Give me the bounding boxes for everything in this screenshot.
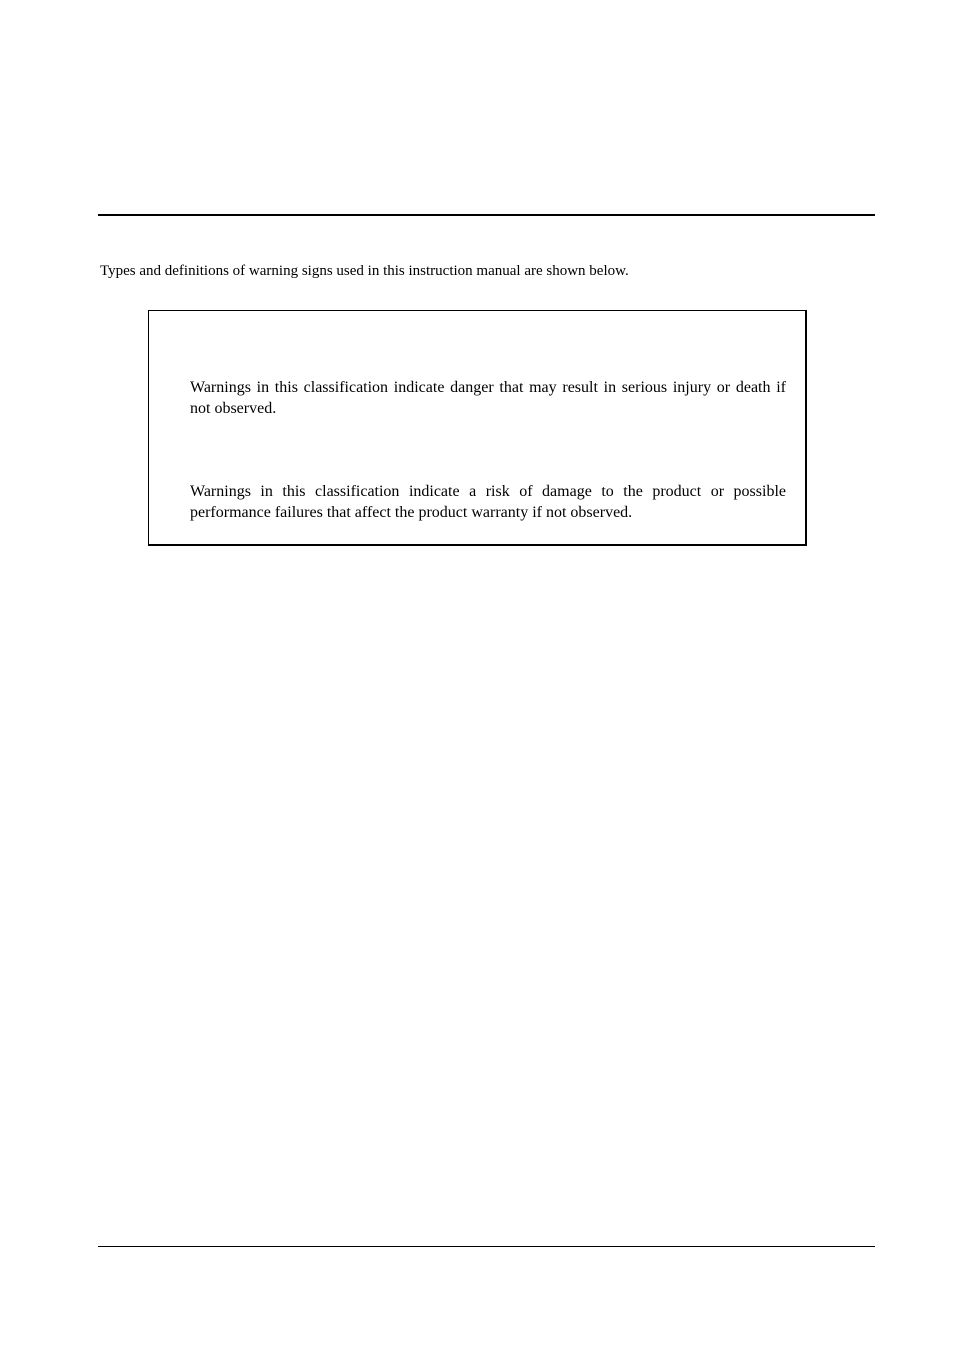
footer-rule	[98, 1246, 875, 1247]
intro-paragraph: Types and definitions of warning signs used in this instruction manual are shown below.	[100, 263, 629, 279]
warning-definition-serious-injury: Warnings in this classification indicate danger that may result in serious injury or death if not observed.	[190, 379, 786, 417]
warning-definitions-box	[148, 310, 807, 546]
warning-definition-product-damage: Warnings in this classification indicate a risk of damage to the product or possible performance failures that affect the product warranty if not observed.	[190, 483, 786, 521]
header-rule	[98, 214, 875, 216]
